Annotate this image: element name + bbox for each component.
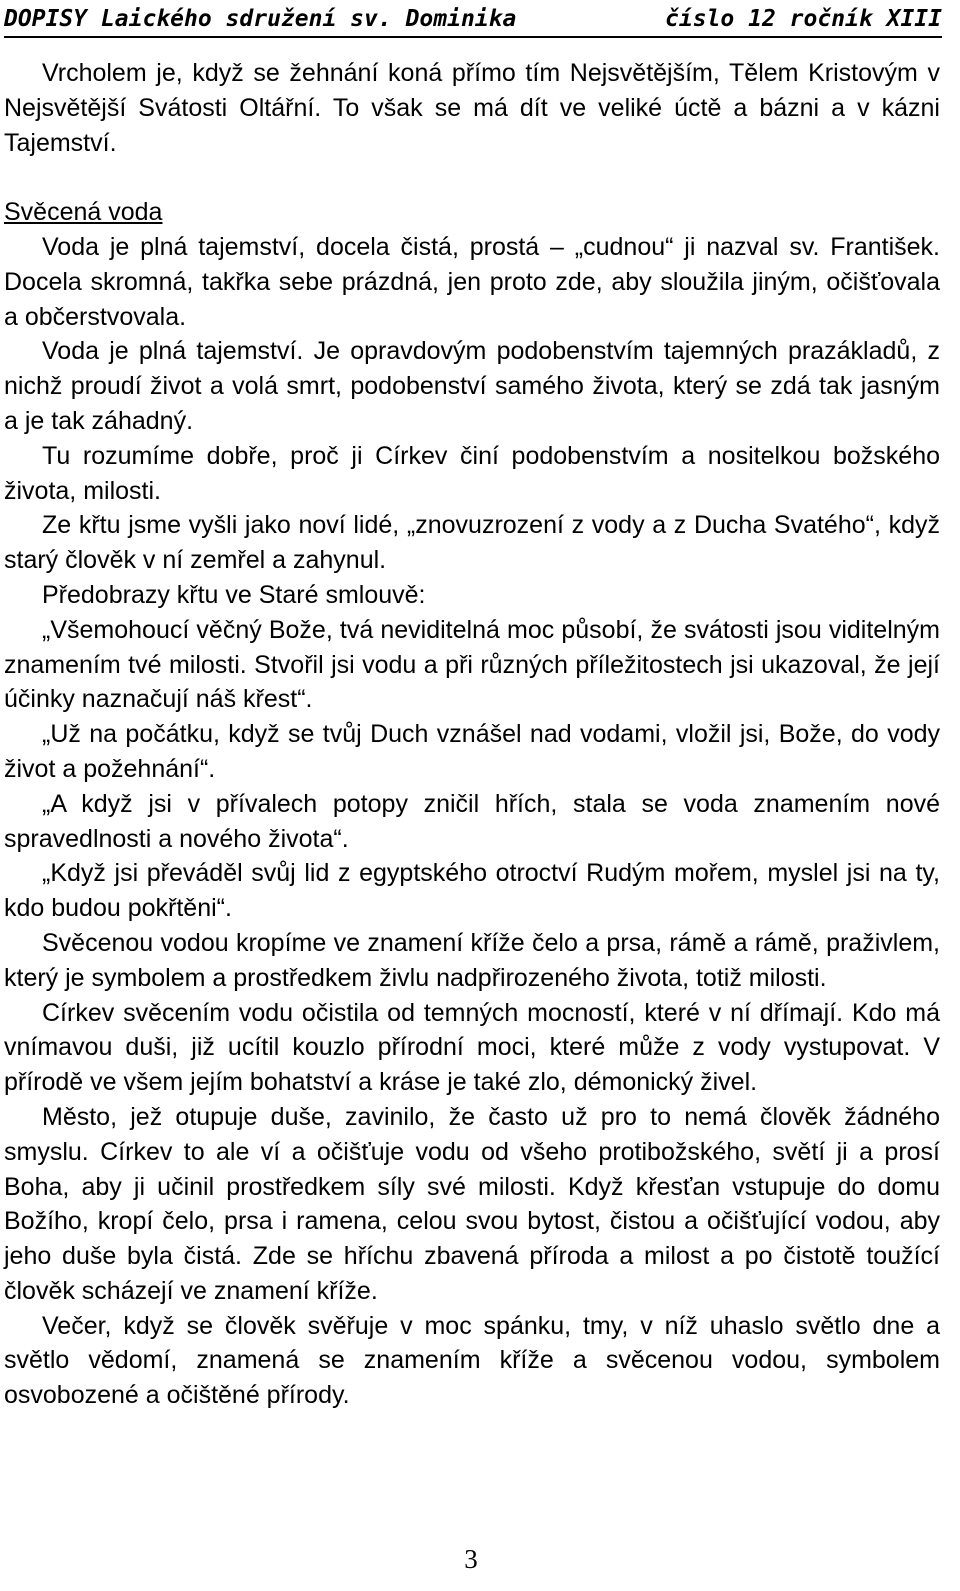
header-publication-title: DOPISY Laického sdružení sv. Dominika xyxy=(4,6,517,32)
paragraph-vsemohouci: „Všemohoucí věčný Bože, tvá neviditelná moc působí, že svátosti jsou viditelným znamením tvé milosti. Stvořil jsi vodu a při různých příležitostech jsi ukazoval, že její účinky naznačují náš křest“. xyxy=(4,615,940,714)
paragraph-cirkev-svecenim: Církev svěcením vodu očistila od temných mocností, které v ní dřímají. Kdo má vnímavou duši, již ucítil kouzlo přírodní moci, které může z vody vystupovat. V přírodě ve všem jejím bohatství a kráse je také zlo, démonický živel. xyxy=(4,998,940,1097)
page-header xyxy=(4,2,942,38)
paragraph-predobrazy: Předobrazy křtu ve Staré smlouvě: xyxy=(42,580,426,609)
paragraph-vecer: Večer, když se člověk svěřuje v moc spánku, tmy, v níž uhaslo světlo dne a světlo vědomí, znamená se znamením kříže a svěcenou vodou, symbolem osvobozené a očištěné přírody. xyxy=(4,1311,940,1410)
section-title-svecena-voda: Svěcená voda xyxy=(4,198,163,227)
paragraph-voda-plna: Voda je plná tajemství, docela čistá, prostá – „cudnou“ ji nazval sv. František. Docela skromná, takřka sebe prázdná, jen proto zde, aby sloužila jiným, očišťovala a občerstvovala. xyxy=(4,232,940,331)
paragraph-vrcholem: Vrcholem je, když se žehnání koná přímo tím Nejsvětějším, Tělem Kristovým v Nejsvětější Svátosti Oltářní. To však se má dít ve veliké úctě a bázni a v kázni Tajemství. xyxy=(4,59,940,157)
paragraph-potopa: „A když jsi v přívalech potopy zničil hřích, stala se voda znamením nové spravedlnosti a nového života“. xyxy=(4,789,940,853)
paragraph-opravdovym-podobenstvim: Voda je plná tajemství. Je opravdovým podobenstvím tajemných prazákladů, z nichž proudí život a volá smrt, podobenství samého života, který se zdá tak jasným a je tak záhadný. xyxy=(4,337,940,435)
page-number: 3 xyxy=(464,1544,478,1574)
paragraph-uz-na-pocatku: „Už na počátku, když se tvůj Duch vznášel nad vodami, vložil jsi, Bože, do vody život a požehnání“. xyxy=(4,720,940,783)
paragraph-spacer xyxy=(4,160,940,195)
paragraph-tu-rozumime: Tu rozumíme dobře, proč ji Církev činí podobenstvím a nositelkou božského života, milosti. xyxy=(4,441,940,505)
paragraph-kropime: Svěcenou vodou kropíme ve znamení kříže čelo a prsa, rámě a rámě, praživlem, který je symbolem a prostředkem živlu nadpřirozeného života, totiž milosti. xyxy=(4,928,940,992)
paragraph-rude-more: „Když jsi převáděl svůj lid z egyptského otroctví Rudým mořem, myslel jsi na ty, kdo budou pokřtěni“. xyxy=(4,859,940,923)
header-issue-number: číslo 12 ročník XIII xyxy=(665,6,942,32)
article-body xyxy=(4,56,940,1413)
paragraph-mesto: Město, jež otupuje duše, zavinilo, že často už pro to nemá člověk žádného smyslu. Církev to ale ví a očišťuje vodu od všeho protibožského, světí ji a prosí Boha, aby ji učinil prostředkem síly své milosti. Když křesťan vstupuje do domu Božího, kropí čelo, prsa i ramena, celou svou bytost, čistou a očišťující vodou, aby jeho duše byla čistá. Zde se hříchu zbavená příroda a milost a po čistotě toužící člověk scházejí ve znamení kříže. xyxy=(4,1102,940,1305)
paragraph-ze-krtu: Ze křtu jsme vyšli jako noví lidé, „znovuzrození z vody a z Ducha Svatého“, když starý člověk v ní zemřel a zahynul. xyxy=(4,511,940,575)
